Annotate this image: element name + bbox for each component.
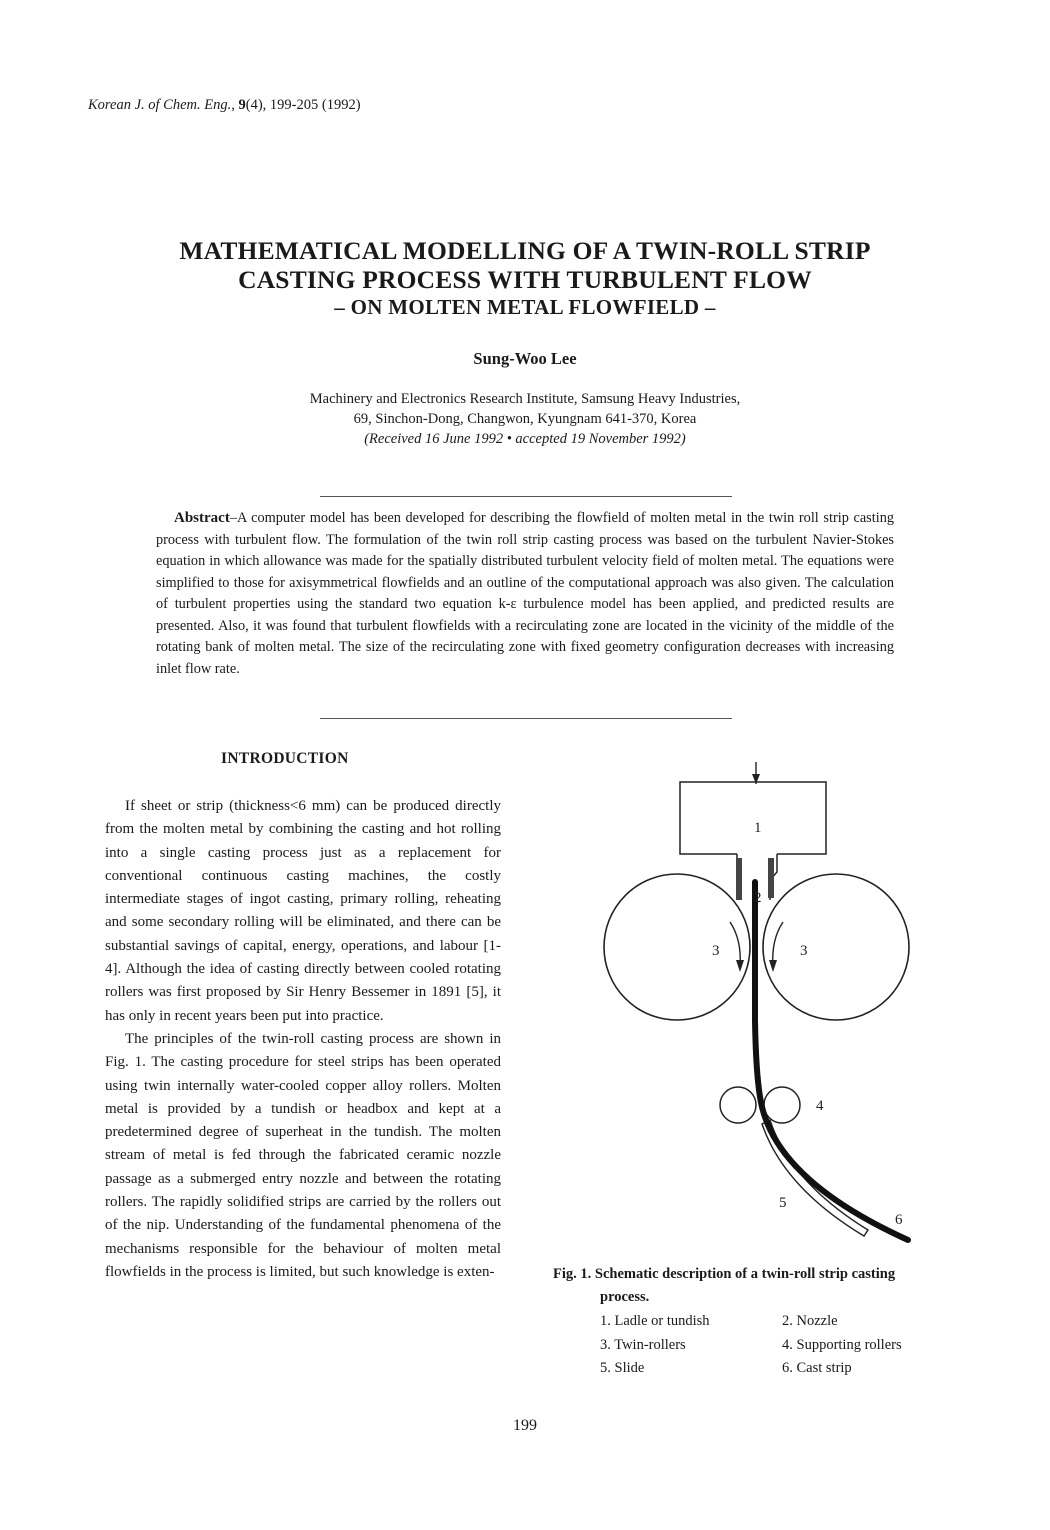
legend-item: 4. Supporting rollers [782, 1336, 902, 1353]
support-roller-right [764, 1087, 800, 1123]
legend-item: 2. Nozzle [782, 1313, 838, 1329]
label-roller-left: 3 [712, 943, 720, 959]
nozzle-wall-right [768, 858, 774, 898]
title-line-1: MATHEMATICAL MODELLING OF A TWIN-ROLL STRIP [179, 236, 871, 265]
journal-issue: (4), [245, 97, 267, 113]
caption-line-1: Fig. 1. Schematic description of a twin-roll strip casting [553, 1266, 896, 1282]
paper-subtitle: – ON MOLTEN METAL FLOWFIELD – [334, 295, 716, 319]
abstract-bottom-rule [320, 718, 732, 719]
cast-strip [755, 882, 908, 1240]
legend-item: 6. Cast strip [782, 1360, 852, 1376]
journal-volume: 9 [238, 97, 246, 113]
journal-pages: 199-205 (1992) [269, 97, 361, 113]
title-line-2: CASTING PROCESS WITH TURBULENT FLOW [238, 265, 812, 294]
abstract [156, 508, 894, 680]
figure-legend [600, 1310, 980, 1381]
legend-item: 3. Twin-rollers [600, 1336, 686, 1353]
page-number: 199 [513, 1417, 537, 1434]
caption-line-2: process. [600, 1289, 650, 1305]
label-slide: 5 [779, 1195, 787, 1211]
roller-right [763, 874, 909, 1020]
label-roller-right: 3 [800, 943, 808, 959]
affiliation [0, 389, 1050, 449]
legend-item: 5. Slide [600, 1360, 645, 1376]
legend-row [600, 1357, 980, 1381]
abstract-top-rule [320, 496, 732, 497]
intro-paragraph-1: If sheet or strip (thickness<6 mm) can be produced directly from the molten metal by combining the casting and hot rolling into a single casting process just as a replacement for conventional continuous casting machines, the costly intermediate stages of ingot casting, primary rolling, reheating and some secondary rolling will be eliminated, and there can be substantial savings of capital, energy, operations, and labour [1-4]. Although the idea of casting directly between cooled rotating rollers was first proposed by Sir Henry Bessemer in 1891 [5], it has only in recent years been put into practice. [105, 798, 501, 1024]
label-strip: 6 [895, 1212, 903, 1228]
figure-caption [553, 1263, 973, 1309]
twin-roll-schematic [590, 762, 930, 1262]
tundish-box [680, 782, 826, 854]
legend-row [600, 1334, 980, 1358]
label-nozzle: 2 [754, 890, 762, 906]
slide [762, 1120, 868, 1236]
paper-title [0, 236, 1050, 320]
received-dates: (Received 16 June 1992 • accepted 19 November 1992) [364, 431, 686, 447]
section-heading-introduction: INTRODUCTION [221, 750, 349, 767]
abstract-text: –A computer model has been developed for describing the flowfield of molten metal in the twin roll strip casting process with turbulent flow. The formulation of the twin roll strip casting process was based on the turbulent Navier-Stokes equation in which allowance was made for the spatially distributed turbulent velocity field of molten metal. The equations were simplified to those for axisymmetrical flowfields and an outline of the computational approach was also given. The calculation of turbulent properties using the standard two equation k-ε turbulence model has been applied, and predicted results are presented. Also, it was found that turbulent flowfields with a recirculating zone are located in the vicinity of the middle of the rotating bank of molten metal. The size of the recirculating zone with fixed geometry configuration decreases with increasing inlet flow rate. [156, 510, 894, 677]
affiliation-line-2: 69, Sinchon-Dong, Changwon, Kyungnam 641-370, Korea [353, 411, 697, 427]
legend-row [600, 1310, 980, 1334]
figure-1 [590, 762, 930, 1262]
abstract-label: Abstract [174, 510, 230, 526]
affiliation-line-1: Machinery and Electronics Research Institute, Samsung Heavy Industries, [309, 391, 741, 407]
label-support: 4 [816, 1098, 824, 1114]
rotation-arrow-right-head [769, 960, 777, 972]
label-ladle: 1 [754, 820, 762, 836]
journal-name: Korean J. of Chem. Eng., [88, 97, 235, 113]
journal-reference [88, 97, 361, 114]
introduction-body [105, 795, 501, 1284]
legend-item: 1. Ladle or tundish [600, 1313, 710, 1329]
rotation-arrow-left-head [736, 960, 744, 972]
intro-paragraph-2: The principles of the twin-roll casting process are shown in Fig. 1. The casting procedure for steel strips has been operated using twin internally water-cooled copper alloy rollers. Molten metal is provided by a tundish or headbox and kept at a predetermined degree of superheat in the tundish. The molten stream of metal is fed through the fabricated ceramic nozzle passage as a submerged entry nozzle and between the rotating rollers. The rapidly solidified strips are carried by the rollers out of the nip. Understanding of the fundamental phenomena of the mechanisms responsible for the behaviour of molten metal flowfields in the process is limited, but such knowledge is exten- [105, 1030, 501, 1280]
nozzle-wall-left [736, 858, 742, 900]
author-name: Sung-Woo Lee [473, 349, 577, 368]
roller-left [604, 874, 750, 1020]
support-roller-left [720, 1087, 756, 1123]
